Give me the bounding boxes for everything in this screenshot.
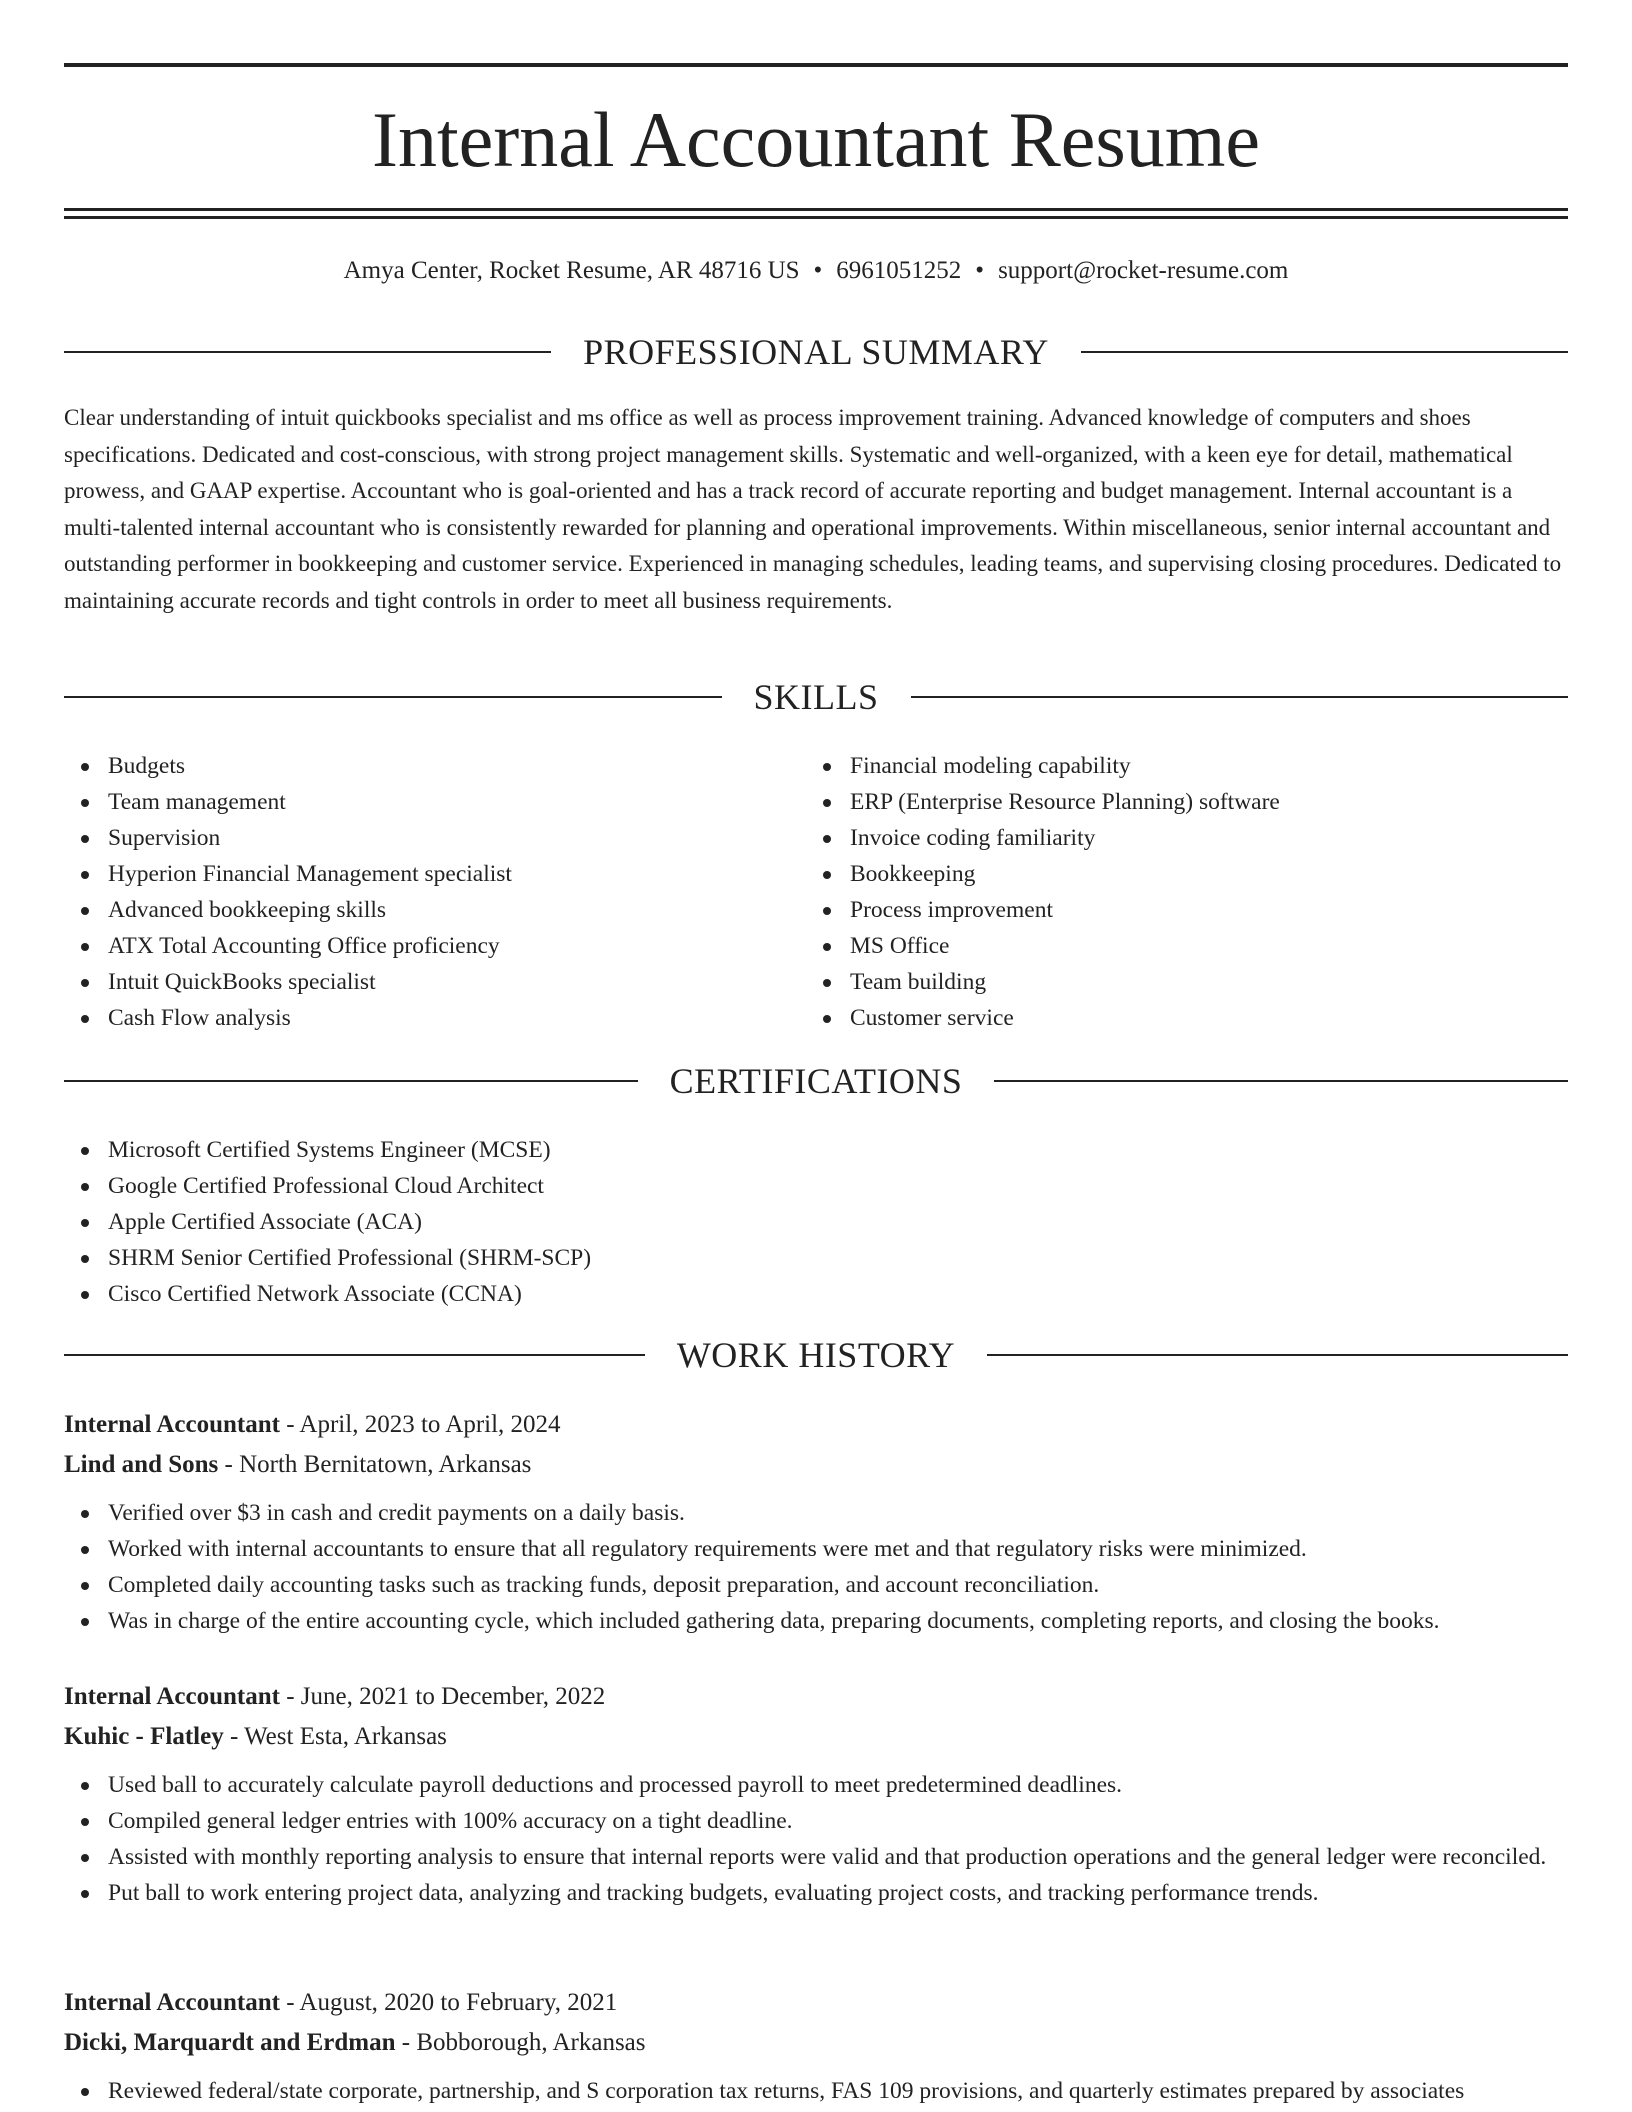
job-location: - West Esta, Arkansas (223, 1723, 447, 1750)
section-title-certifications: CERTIFICATIONS (669, 1061, 963, 1101)
job-company: Lind and Sons (64, 1451, 219, 1478)
job-bullet: Reviewed federal/state corporate, partnership, and S corporation tax returns, FAS 109 provisions, and quarterly estimates prepared by associates (64, 2073, 1568, 2109)
certification-item: Microsoft Certified Systems Engineer (MCSE) (64, 1132, 1568, 1168)
job-dates: - June, 2021 to December, 2022 (279, 1683, 606, 1710)
skill-item: Bookkeeping (806, 856, 1566, 892)
certification-item: Apple Certified Associate (ACA) (64, 1204, 1568, 1240)
job-bullet: Was in charge of the entire accounting cycle, which included gathering data, preparing documents, completing reports, and closing the books. (64, 1603, 1568, 1639)
skill-item: Invoice coding familiarity (806, 820, 1566, 856)
title-rule-upper (64, 208, 1568, 211)
certification-item: Google Certified Professional Cloud Architect (64, 1168, 1568, 1204)
section-header-summary (64, 330, 1568, 374)
skill-item: MS Office (806, 928, 1566, 964)
job-title-line (64, 1405, 1568, 1445)
job-bullets (64, 1767, 1568, 1911)
job-entry (64, 1405, 1568, 1639)
contact-separator: • (975, 257, 985, 284)
skill-item: ERP (Enterprise Resource Planning) software (806, 784, 1566, 820)
job-company-line (64, 1445, 1568, 1485)
section-title-work-history: WORK HISTORY (676, 1335, 956, 1375)
title-rule-lower (64, 216, 1568, 219)
certifications-list (64, 1132, 1568, 1312)
section-rule-left (64, 351, 551, 353)
job-bullets (64, 1495, 1568, 1639)
section-rule-left (64, 1080, 638, 1082)
job-location: - Bobborough, Arkansas (395, 2029, 646, 2056)
job-title-line (64, 1983, 1568, 2023)
skill-item: Team management (64, 784, 804, 820)
skill-item: Hyperion Financial Management specialist (64, 856, 804, 892)
job-title: Internal Accountant (64, 1989, 280, 2016)
job-company: Kuhic - Flatley (64, 1723, 224, 1750)
job-entry (64, 1983, 1568, 2109)
skills-list-left (64, 748, 804, 1036)
job-bullet: Assisted with monthly reporting analysis to ensure that internal reports were valid and that production operations and the general ledger were reconciled. (64, 1839, 1568, 1875)
job-bullet: Used ball to accurately calculate payroll deductions and processed payroll to meet predetermined deadlines. (64, 1767, 1568, 1803)
job-location: - North Bernitatown, Arkansas (218, 1451, 532, 1478)
job-company: Dicki, Marquardt and Erdman (64, 2029, 396, 2056)
job-bullets (64, 2073, 1568, 2109)
section-title-summary: PROFESSIONAL SUMMARY (583, 332, 1049, 372)
skills-list-right (806, 748, 1566, 1036)
skill-item: Advanced bookkeeping skills (64, 892, 804, 928)
contact-separator: • (813, 257, 823, 284)
job-title-line (64, 1677, 1568, 1717)
skill-item: Intuit QuickBooks specialist (64, 964, 804, 1000)
skill-item: Team building (806, 964, 1566, 1000)
section-rule-right (994, 1080, 1568, 1082)
job-company-line (64, 1717, 1568, 1757)
section-rule-left (64, 1354, 645, 1356)
section-header-certifications (64, 1059, 1568, 1103)
job-bullet: Completed daily accounting tasks such as tracking funds, deposit preparation, and account reconciliation. (64, 1567, 1568, 1603)
contact-email: support@rocket-resume.com (998, 257, 1289, 284)
certification-item: SHRM Senior Certified Professional (SHRM-SCP) (64, 1240, 1568, 1276)
job-bullet: Put ball to work entering project data, analyzing and tracking budgets, evaluating project costs, and tracking performance trends. (64, 1875, 1568, 1911)
job-bullet: Verified over $3 in cash and credit payments on a daily basis. (64, 1495, 1568, 1531)
section-rule-left (64, 696, 722, 698)
contact-address: Amya Center, Rocket Resume, AR 48716 US (343, 257, 800, 284)
skill-item: Process improvement (806, 892, 1566, 928)
section-header-work-history (64, 1333, 1568, 1377)
job-dates: - April, 2023 to April, 2024 (279, 1411, 561, 1438)
job-title: Internal Accountant (64, 1411, 280, 1438)
section-title-skills: SKILLS (753, 677, 879, 717)
skill-item: Customer service (806, 1000, 1566, 1036)
job-dates: - August, 2020 to February, 2021 (279, 1989, 618, 2016)
section-rule-right (1081, 351, 1568, 353)
top-rule (64, 63, 1568, 67)
job-bullet: Compiled general ledger entries with 100% accuracy on a tight deadline. (64, 1803, 1568, 1839)
contact-phone: 6961051252 (836, 257, 962, 284)
job-company-line (64, 2023, 1568, 2063)
job-entry (64, 1677, 1568, 1911)
certification-item: Cisco Certified Network Associate (CCNA) (64, 1276, 1568, 1312)
skill-item: Supervision (64, 820, 804, 856)
contact-line (64, 254, 1568, 288)
section-header-skills (64, 675, 1568, 719)
summary-text: Clear understanding of intuit quickbooks specialist and ms office as well as process improvement training. Advanced knowledge of computers and shoes specifications. Dedicated and cost-conscious, with strong project management skills. Systematic and well-organized, with a keen eye for detail, mathematical prowess, and GAAP expertise. Accountant who is goal-oriented and has a track record of accurate reporting and budget management. Internal accountant is a multi-talented internal accountant who is consistently rewarded for planning and operational improvements. Within miscellaneous, senior internal accountant and outstanding performer in bookkeeping and customer service. Experienced in managing schedules, leading teams, and supervising closing procedures. Dedicated to maintaining accurate records and tight controls in order to meet all business requirements. (64, 405, 1562, 613)
skill-item: Financial modeling capability (806, 748, 1566, 784)
job-bullet: Worked with internal accountants to ensure that all regulatory requirements were met and that regulatory risks were minimized. (64, 1531, 1568, 1567)
skill-item: Budgets (64, 748, 804, 784)
section-rule-right (987, 1354, 1568, 1356)
skill-item: Cash Flow analysis (64, 1000, 804, 1036)
job-title: Internal Accountant (64, 1683, 280, 1710)
section-rule-right (911, 696, 1569, 698)
skill-item: ATX Total Accounting Office proficiency (64, 928, 804, 964)
resume-title: Internal Accountant Resume (371, 96, 1261, 183)
